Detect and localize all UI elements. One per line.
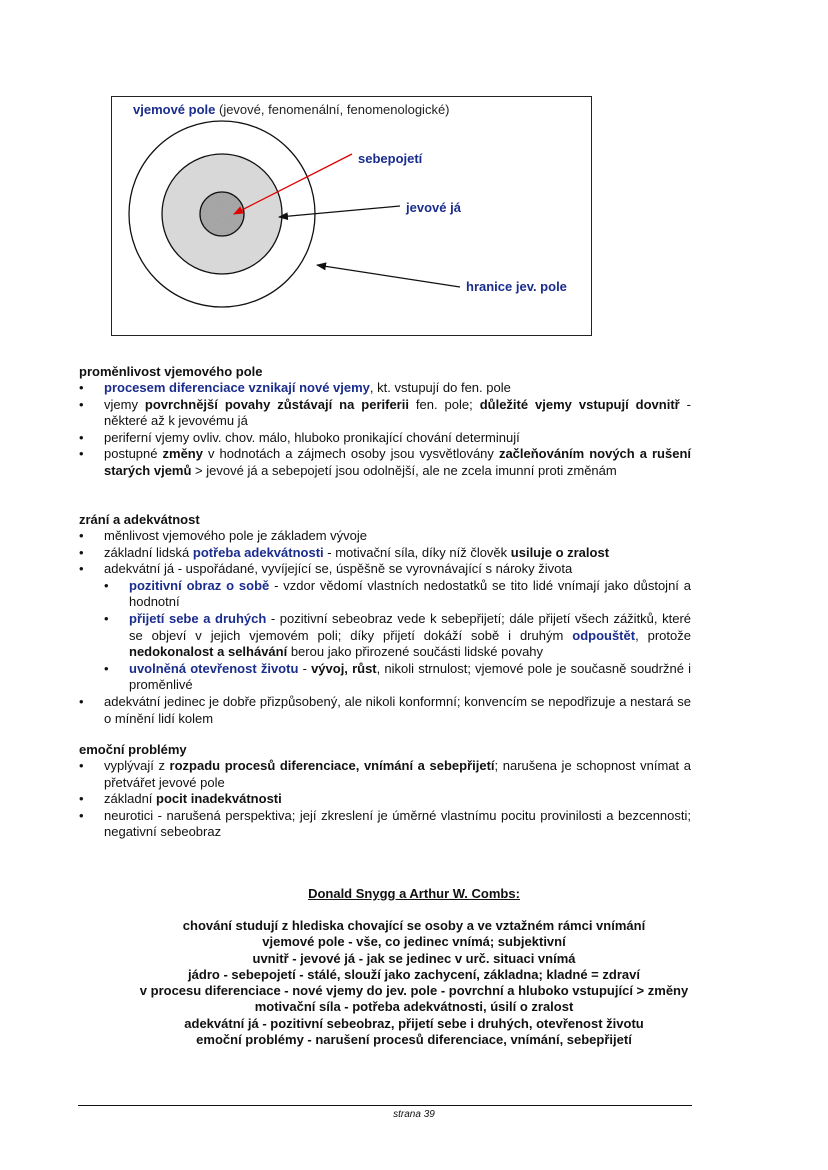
text: fen. pole; [408,396,480,412]
summary-line: emoční problémy - narušení procesů diferenciace, vnímání, sebepřijetí [196,1032,632,1048]
list-item [104,528,691,545]
bullet-list [79,380,691,480]
list-item [104,430,691,447]
list-item [104,694,691,727]
section-emocni-problemy [79,741,691,841]
highlight-text: přijetí sebe a druhých [129,610,267,626]
bold-text: začleňováním nových a rušení starých vjemů [104,446,691,478]
diagram-title-bold: vjemové pole [133,102,216,117]
text: v hodnotách a zájmech osoby jsou vysvětlovány [202,446,499,462]
text: vyplývají z [104,758,170,773]
bold-text: změny [162,446,203,462]
section-heading: emoční problémy [79,742,187,757]
summary-line: v procesu diferenciace - nové vjemy do jev. pole - povrchní a hluboko vstupující > změny [139,983,689,999]
label-sebepojeti: sebepojetí [358,151,423,166]
list-item [104,791,691,808]
diagram-title-rest: (jevové, fenomenální, fenomenologické) [215,102,450,117]
text: měnlivost vjemového pole je základem vývoje [104,528,368,543]
text: adekvátní já - uspořádané, vyvíjející se, úspěšně se vyrovnávající s nároky života [104,561,573,577]
bold-text: nedokonalost a selhávání [129,644,288,660]
text: periferní vjemy ovliv. chov. málo, hluboko pronikající chování determinují [104,429,520,445]
summary-line: chování studují z hlediska chovající se osoby a ve vztažném rámci vnímání [182,918,646,933]
text: neurotici - narušená perspektiva; její zkreslení je úměrné vlastnímu pocitu provinilosti a bezcennosti; negativní sebeobraz [104,807,691,840]
list-item [104,545,691,562]
sub-list-item [129,661,691,694]
bold-text: povrchnější povahy zůstávají na periferii [144,396,409,412]
list-item [104,397,691,430]
text: vjemy [104,396,145,412]
sub-list-item [129,578,691,611]
text: > jevové já a sebepojetí jsou odolnější, ale ne zcela imunní proti změnám [191,462,617,478]
section-promenlivost [79,363,691,480]
text: - vzdor vědomí vlastních nedostatků se tito lidé vnímají jako důstojní a hodnotní [129,577,691,610]
text: - [298,660,312,676]
label-jevove-ja: jevové já [406,200,461,215]
page-number: strana 39 [393,1109,435,1120]
summary-line: vjemové pole - vše, co jedinec vnímá; subjektivní [262,934,566,950]
summary-line: uvnitř - jevové já - jak se jedinec v urč. situaci vnímá [252,950,576,966]
text: - motivační síla, díky níž člověk [323,544,511,560]
summary-line: adekvátní já - pozitivní sebeobraz, přijetí sebe i druhých, otevřenost životu [184,1015,644,1031]
summary-line: motivační síla - potřeba adekvátnosti, úsilí o zralost [254,999,574,1015]
label-hranice-jev-pole: hranice jev. pole [466,279,567,294]
bold-text: důležité vjemy vstupují dovnitř [479,396,680,412]
text: - pozitivní sebeobraz vede k sebepřijetí; dále přijetí všech zážitků, které se objeví v jejich vjemovém poli; díky přijetí dokáží sobě i druhým [129,610,692,643]
list-item [104,561,691,694]
highlight-text: potřeba adekvátnosti [192,544,324,560]
highlight-text: uvolněná otevřenost životu [129,660,299,676]
footer-divider [78,1105,692,1106]
section-zrani-adekvatnost [79,511,691,727]
highlight-text: pozitivní obraz o sobě [129,577,270,593]
arrow-hranice [317,265,460,287]
highlight-text: procesem diferenciace vznikají nové vjemy [104,380,370,395]
sub-bullet-list [104,578,691,694]
summary-heading: Donald Snygg a Arthur W. Combs: [308,886,520,901]
list-item [104,808,691,841]
list-item [104,446,691,479]
text: základní lidská [104,544,193,560]
bold-text: pocit inadekvátnosti [156,791,282,807]
text: - některé až k jevovému já [104,396,691,429]
text: , kt. vstupují do fen. pole [369,380,511,395]
bold-text: rozpadu procesů diferenciace, vnímání a sebepřijetí [169,758,495,773]
section-heading: proměnlivost vjemového pole [79,364,263,379]
list-item [104,758,691,791]
bold-text: vývoj, růst [311,660,377,676]
text: adekvátní jedinec je dobře přizpůsobený, ale nikoli konformní; konvencím se nepodřizuje a nestará se o mínění lidí kolem [104,693,691,726]
sub-list-item [129,611,691,661]
summary-line: jádro - sebepojetí - stálé, slouží jako zachycení, základna; kladné = zdraví [188,966,640,982]
highlight-text: odpouštět [572,627,636,643]
text: ; narušena je schopnost vnímat a přetvářet jevové pole [104,758,691,790]
text: berou jako přirozené součásti lidské povahy [287,644,544,660]
bullet-list [79,528,691,727]
bold-text: usiluje o zralost [510,544,610,560]
concentric-diagram [0,0,828,360]
text: , protože [635,627,691,643]
text: postupné [104,446,163,462]
inner-circle-texture [201,193,243,235]
section-heading: zrání a adekvátnost [79,512,200,527]
summary-block [60,884,768,1048]
text: , nikoli strnulost; vjemové pole je současně soudržné i proměnlivé [129,660,692,693]
text: základní [104,791,157,807]
bullet-list [79,758,691,841]
list-item [104,380,691,397]
